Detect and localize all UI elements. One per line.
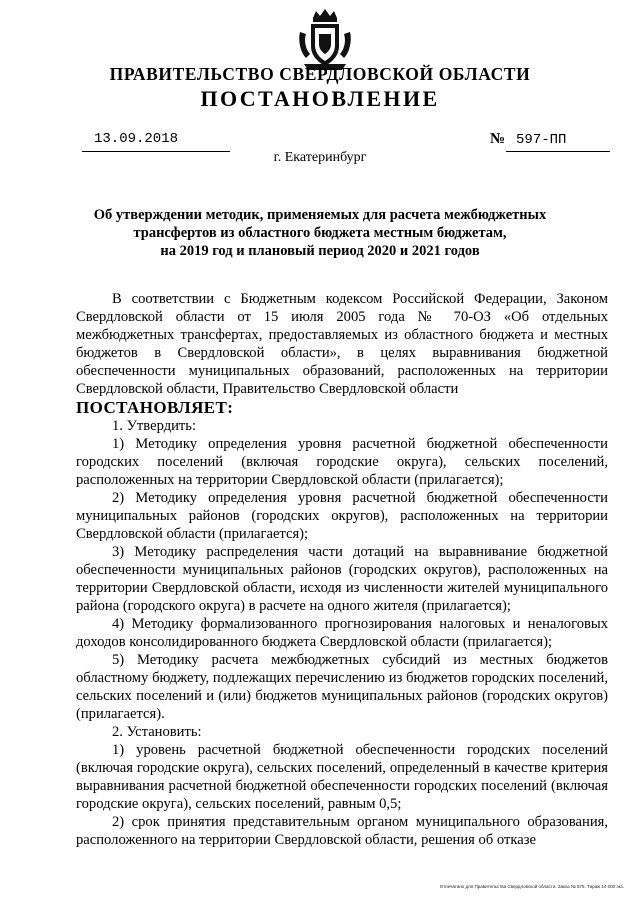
clause-2-1: 1) уровень расчетной бюджетной обеспеченности городских поселений (включая городские округа), сельских поселений, определенный в качестве критерия выравнивания расчетной бюджетной обеспеченности городских поселений (включая городские округа), сельских поселений, равным 0,5;: [76, 742, 608, 812]
clause-1-4: 4) Методику формализованного прогнозирования налоговых и неналоговых доходов консолидированного бюджета Свердловской области (прилагается);: [76, 616, 608, 650]
decree-heading: ПОСТАНОВЛЯЕТ:: [76, 398, 234, 417]
clause-2-2: 2) срок принятия представительным органом муниципального образования, расположенного на территории Свердловской области, решения об отказе: [76, 814, 608, 848]
document-kind: ПОСТАНОВЛЕНИЕ: [200, 86, 440, 111]
document-title: [80, 206, 560, 260]
clause-1-5: 5) Методику расчета межбюджетных субсидий из местных бюджетов областному бюджету, подлежащих перечислению из бюджетов городских поселений, сельских поселений и (или) бюджетов муниципальных районов (городских округов) (прилагается).: [76, 652, 608, 722]
preamble-paragraph: В соответствии с Бюджетным кодексом Российской Федерации, Законом Свердловской области от 15 июля 2005 года № 70-ОЗ «Об отдельных межбюджетных трансфертах, предоставляемых из областного бюджета и местных бюджетов в Свердловской области», в целях выравнивания бюджетной обеспеченности муниципальных образований, расположенных на территории Свердловской области, Правительство Свердловской области: [76, 291, 608, 397]
print-note: Отпечатано для Правительства Свердловской области. Заказ № 575. Тираж 14 000 экз.: [439, 884, 624, 889]
clause-1-2: 2) Методику определения уровня расчетной бюджетной обеспеченности муниципальных районов (городских округов), расположенных на территории Свердловской области (прилагается);: [76, 490, 608, 542]
title-line-1: Об утверждении методик, применяемых для расчета межбюджетных: [93, 207, 547, 223]
clause-2: 2. Установить:: [112, 724, 202, 740]
clause-1: 1. Утвердить:: [112, 418, 197, 434]
document-date: 13.09.2018: [94, 131, 179, 147]
title-line-3: на 2019 год и плановый период 2020 и 2021 годов: [160, 243, 480, 259]
title-line-2: трансфертов из областного бюджета местным бюджетам,: [133, 225, 507, 241]
coat-of-arms-icon: [296, 8, 354, 72]
clause-1-1: 1) Методику определения уровня расчетной бюджетной обеспеченности городских поселений (включая городские округа), сельских поселений, расположенных на территории Свердловской области (прилагается);: [76, 436, 608, 488]
document-number: 597-ПП: [516, 132, 567, 148]
document-city: г. Екатеринбург: [273, 150, 367, 165]
clause-1-3: 3) Методику распределения части дотаций на выравнивание бюджетной обеспеченности муниципальных районов (городских округов), расположенных на территории Свердловской области, исходя из численности жителей муниципального района (городского округа) в расчете на одного жителя (прилагается);: [76, 544, 608, 614]
government-name: ПРАВИТЕЛЬСТВО СВЕРДЛОВСКОЙ ОБЛАСТИ: [109, 64, 531, 84]
number-sign: №: [490, 131, 506, 147]
document-body: [76, 290, 608, 849]
